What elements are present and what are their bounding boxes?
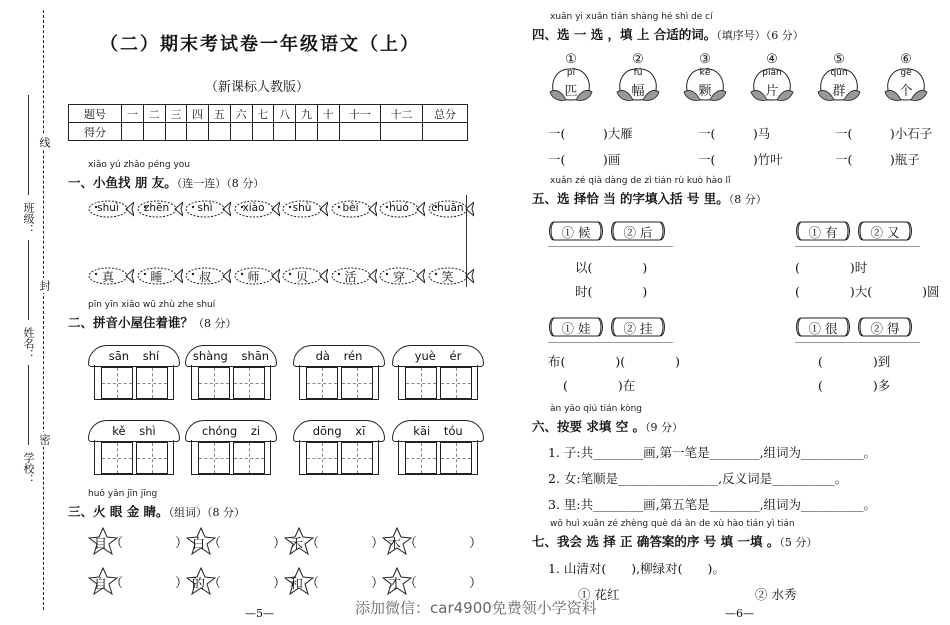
measure-word-blank[interactable]: 一( )瓶子: [835, 152, 920, 167]
fish-card[interactable]: [137, 266, 183, 286]
writing-cell[interactable]: [198, 367, 230, 399]
house-roof: [185, 345, 277, 367]
answer-paren[interactable]: （ ）: [306, 536, 385, 551]
s6-title-text: 六、按要 求填 空 。: [532, 419, 646, 434]
option-char: 幅: [631, 84, 645, 99]
fish-text: zhēn: [143, 202, 170, 214]
divider: [795, 342, 920, 343]
house-roof: [392, 345, 484, 367]
score-cell: 八: [274, 105, 296, 123]
fish-card[interactable]: [331, 199, 377, 219]
fish-card[interactable]: [234, 199, 280, 219]
house-body: [94, 365, 174, 400]
pinyin-house: [88, 345, 180, 400]
s2-pinyin: pīn yīn xiǎo wū zhù zhe shuí: [88, 300, 216, 310]
writing-cell[interactable]: [101, 442, 133, 474]
fish-text: 叔: [198, 270, 211, 284]
score-header-row: [69, 105, 468, 123]
char-choice-text: ① 娃: [561, 321, 591, 336]
s4-title: [532, 25, 804, 43]
pinyin-house: [185, 420, 277, 475]
word-option[interactable]: [749, 52, 799, 104]
option-pinyin: pǐ: [566, 68, 576, 78]
s7-option[interactable]: ② 水秀: [755, 587, 797, 602]
option-number: ②: [632, 52, 644, 67]
word-option[interactable]: [682, 52, 732, 104]
pinyin-house: [392, 345, 484, 400]
s7-question[interactable]: 1. 山清对( ),柳绿对( )。: [548, 561, 725, 576]
school-label: 学校：: [22, 452, 35, 485]
option-pinyin: fú: [633, 68, 643, 78]
s6-pinyin: àn yāo qiú tián kòng: [550, 404, 642, 414]
s7-title: [532, 532, 817, 550]
writing-cell[interactable]: [136, 367, 168, 399]
fish-card[interactable]: [331, 266, 377, 286]
score-input[interactable]: [274, 123, 296, 141]
measure-word-blank[interactable]: 一( )画: [548, 152, 621, 167]
s5-pinyin: xuǎn zé qià dàng de zì tián rù kuò hào lǐ: [550, 176, 731, 186]
word-option[interactable]: [615, 52, 665, 104]
house-body: [191, 440, 271, 475]
s6-line[interactable]: 3. 里:共________画,第五笔是________,组词为__________。: [548, 497, 877, 512]
house-roof: [293, 345, 385, 367]
answer-paren[interactable]: （ ）: [110, 536, 189, 551]
score-input[interactable]: [381, 123, 423, 141]
answer-paren[interactable]: （ ）: [404, 536, 483, 551]
page-number-right: —6—: [725, 607, 754, 620]
writing-cell[interactable]: [440, 442, 472, 474]
option-number: ⑤: [833, 52, 845, 67]
name-line: [28, 240, 29, 320]
score-table: [68, 104, 468, 141]
class-label: 班级：: [22, 202, 35, 235]
s7-title-text: 七、我会 选 择 正 确答案的序 号 填 一填 。: [532, 534, 780, 549]
char-choice-text: ② 又: [870, 225, 900, 240]
s7-points: （5 分）: [779, 536, 818, 549]
writing-cell[interactable]: [233, 442, 265, 474]
fish-text: chuān: [431, 202, 464, 214]
s6-title: [532, 417, 683, 435]
house-body: [299, 440, 379, 475]
s4-pinyin: xuǎn yi xuǎn tián shàng hé shì de cí: [550, 12, 713, 22]
s5-title: [532, 189, 767, 207]
score-input[interactable]: [230, 123, 252, 141]
score-cell: 三: [165, 105, 187, 123]
fish-card[interactable]: [88, 199, 134, 219]
fish-text: 真: [101, 270, 114, 284]
fish-text: 贝: [295, 270, 308, 284]
answer-paren[interactable]: （ ）: [306, 576, 385, 591]
house-pinyin: sān shí: [108, 349, 160, 363]
fish-card[interactable]: [282, 199, 328, 219]
pinyin-house: [293, 420, 385, 475]
score-input[interactable]: [423, 123, 468, 141]
score-cell: 九: [296, 105, 318, 123]
star-text: 白: [192, 537, 206, 552]
pinyin-house: [88, 420, 180, 475]
char-choice[interactable]: [548, 316, 604, 338]
score-input[interactable]: [209, 123, 231, 141]
page-number-left: —5—: [245, 607, 274, 620]
score-cell: 一: [122, 105, 144, 123]
s7-pinyin: wǒ huì xuǎn zé zhèng què dá àn de xù hào tián yì tián: [550, 519, 795, 529]
answer-paren[interactable]: （ ）: [110, 576, 189, 591]
score-cell: 六: [230, 105, 252, 123]
s6-line[interactable]: 1. 子:共________画,第一笔是________,组词为__________。: [548, 445, 877, 460]
house-roof: [88, 420, 180, 442]
s6-points: （9 分）: [645, 421, 684, 434]
s5-title-text: 五、选 择恰 当 的字填入括 号 里。: [532, 191, 729, 206]
char-choice[interactable]: [857, 316, 913, 338]
s4-points: （填序号）（6 分）: [716, 29, 804, 42]
fill-char-blank[interactable]: 以( ): [575, 260, 648, 275]
writing-cell[interactable]: [136, 442, 168, 474]
star-text: 自: [94, 577, 108, 592]
s3-title-text: 三、火 眼 金 睛。: [68, 504, 169, 519]
fish-card[interactable]: [379, 199, 425, 219]
score-cell: 题号: [69, 105, 122, 123]
house-pinyin: dà rén: [315, 349, 363, 363]
fish-card[interactable]: [282, 266, 328, 286]
option-char: 颗: [698, 84, 712, 99]
char-choice-text: ② 得: [870, 321, 900, 336]
char-choice-group: [548, 220, 672, 242]
house-pinyin: kě shì: [112, 424, 156, 438]
fish-card[interactable]: [428, 199, 474, 219]
house-roof: [88, 345, 180, 367]
fill-char-blank[interactable]: ( )到: [818, 354, 891, 369]
star-text: 禾: [290, 537, 304, 552]
star-text: 木: [388, 537, 402, 552]
house-body: [94, 440, 174, 475]
word-option[interactable]: [816, 52, 866, 104]
seal-line-text: 线: [38, 137, 51, 148]
house-pinyin: dōng xī: [312, 424, 366, 438]
score-input[interactable]: [165, 123, 187, 141]
char-choice[interactable]: [548, 220, 604, 242]
option-char: 个: [899, 84, 913, 99]
fill-char-blank[interactable]: ( )时: [795, 260, 868, 275]
char-choice-group: [795, 220, 919, 242]
star-text: 才: [388, 577, 402, 592]
option-number: ④: [766, 52, 778, 67]
score-cell: 五: [209, 105, 231, 123]
divider: [548, 342, 673, 343]
fish-card[interactable]: [185, 266, 231, 286]
house-roof: [392, 420, 484, 442]
cut-line: [43, 10, 44, 610]
option-number: ③: [699, 52, 711, 67]
s2-points: （8 分）: [193, 317, 237, 330]
house-body: [191, 365, 271, 400]
fish-text: 师: [247, 270, 260, 284]
fish-card[interactable]: [137, 199, 183, 219]
option-char: 匹: [564, 84, 578, 99]
s1-points: （连一连）（8 分）: [176, 177, 265, 190]
fish-card[interactable]: [88, 266, 134, 286]
writing-cell[interactable]: [405, 442, 437, 474]
s1-title: [68, 173, 264, 191]
option-pinyin: piàn: [762, 68, 782, 78]
char-choice[interactable]: [610, 316, 666, 338]
house-body: [398, 365, 478, 400]
s3-points: （组词）（8 分）: [168, 506, 246, 519]
fill-char-blank[interactable]: ( )大( )圆: [795, 284, 940, 299]
star-text: 目: [94, 537, 108, 552]
fish-text: 穿: [392, 270, 405, 284]
score-cell: 七: [252, 105, 274, 123]
writing-cell[interactable]: [233, 367, 265, 399]
fish-text: huó: [389, 202, 409, 214]
char-choice-group: [795, 316, 919, 338]
score-cell: 十二: [381, 105, 423, 123]
exam-subtitle: （新课标人教版）: [205, 80, 310, 95]
writing-cell[interactable]: [440, 367, 472, 399]
fish-text: 活: [344, 270, 357, 284]
house-roof: [293, 420, 385, 442]
option-number: ①: [565, 52, 577, 67]
word-option[interactable]: [548, 52, 598, 104]
char-choice[interactable]: [610, 220, 666, 242]
class-line: [28, 95, 29, 195]
star-text: 的: [192, 577, 206, 592]
option-pinyin: gè: [900, 68, 912, 78]
fish-text: shuì: [97, 202, 119, 214]
answer-paren[interactable]: （ ）: [208, 576, 287, 591]
s2-title-text: 二、拼音小屋住着谁？: [68, 315, 194, 330]
house-body: [299, 365, 379, 400]
fish-text: xiào: [242, 202, 265, 214]
fish-card[interactable]: [428, 266, 474, 286]
writing-cell[interactable]: [341, 442, 373, 474]
fish-text: shù: [292, 202, 312, 214]
option-pinyin: kē: [699, 68, 711, 78]
fill-char-blank[interactable]: ( )在: [563, 378, 636, 393]
score-input[interactable]: [252, 123, 274, 141]
s1-title-text: 一、小鱼找 朋 友。: [68, 175, 177, 190]
char-choice-group: [548, 316, 672, 338]
writing-cell[interactable]: [101, 367, 133, 399]
s7-option[interactable]: ① 花红: [578, 587, 620, 602]
fish-text: 笑: [441, 270, 454, 284]
s3-pinyin: huǒ yǎn jīn jīng: [88, 489, 158, 499]
char-choice-text: ① 候: [561, 225, 591, 240]
measure-word-blank[interactable]: 一( )马: [698, 126, 771, 141]
s2-title: [68, 313, 237, 331]
score-input[interactable]: [296, 123, 318, 141]
score-cell: 十: [317, 105, 339, 123]
score-input[interactable]: [339, 123, 381, 141]
measure-word-blank[interactable]: 一( )大雁: [548, 126, 633, 141]
writing-cell[interactable]: [306, 367, 338, 399]
char-choice[interactable]: [795, 316, 851, 338]
pinyin-house: [185, 345, 277, 400]
divider: [548, 246, 673, 247]
seal-seal-text: 封: [38, 280, 51, 291]
fill-char-blank[interactable]: 布( )( ): [548, 354, 681, 369]
school-line: [28, 365, 29, 445]
fish-card[interactable]: [379, 266, 425, 286]
fill-char-blank[interactable]: 时( ): [575, 284, 648, 299]
fish-text: shì: [197, 202, 213, 214]
char-choice-text: ② 后: [623, 225, 653, 240]
exam-title: （二）期末考试卷一年级语文（上）: [100, 34, 420, 55]
char-choice[interactable]: [857, 220, 913, 242]
option-number: ⑥: [900, 52, 912, 67]
seal-secret-text: 密: [38, 434, 51, 445]
star-text: 和: [290, 577, 304, 592]
watermark: 添加微信：car4900免费领小学资料: [355, 599, 597, 617]
house-pinyin: shàng shān: [192, 349, 270, 363]
s5-points: （8 分）: [728, 193, 767, 206]
house-body: [398, 440, 478, 475]
binding-margin: [0, 0, 60, 625]
score-value-row: [69, 123, 468, 141]
score-input[interactable]: [122, 123, 144, 141]
fill-char-blank[interactable]: ( )多: [818, 378, 891, 393]
score-cell: 四: [187, 105, 209, 123]
s1-pinyin: xiǎo yú zhǎo péng you: [88, 160, 190, 170]
score-cell: 得分: [69, 123, 122, 141]
measure-word-blank[interactable]: 一( )小石子: [835, 126, 933, 141]
writing-cell[interactable]: [405, 367, 437, 399]
score-input[interactable]: [187, 123, 209, 141]
fish-card[interactable]: [185, 199, 231, 219]
fish-text: 睡: [150, 270, 163, 284]
fish-card[interactable]: [234, 266, 280, 286]
char-choice-text: ① 很: [808, 321, 838, 336]
house-pinyin: yuè ér: [414, 349, 462, 363]
char-choice[interactable]: [795, 220, 851, 242]
pinyin-house: [293, 345, 385, 400]
answer-paren[interactable]: （ ）: [208, 536, 287, 551]
word-option[interactable]: [883, 52, 933, 104]
s3-title: [68, 502, 245, 520]
option-char: 群: [832, 84, 846, 99]
option-char: 片: [765, 84, 779, 99]
s6-line[interactable]: 2. 女:笔顺是________________,反义词是__________。: [548, 471, 848, 486]
score-cell: 总分: [423, 105, 468, 123]
score-input[interactable]: [143, 123, 165, 141]
char-choice-text: ② 挂: [623, 321, 653, 336]
house-roof: [185, 420, 277, 442]
s4-title-text: 四、选 一 选 ，填 上 合适的词。: [532, 27, 717, 42]
answer-paren[interactable]: （ ）: [404, 576, 483, 591]
divider: [795, 246, 920, 247]
writing-cell[interactable]: [306, 442, 338, 474]
house-pinyin: kāi tóu: [413, 424, 463, 438]
score-input[interactable]: [317, 123, 339, 141]
writing-cell[interactable]: [198, 442, 230, 474]
name-label: 姓名：: [22, 327, 35, 360]
pinyin-house: [392, 420, 484, 475]
option-pinyin: qún: [830, 68, 848, 78]
char-choice-text: ① 有: [808, 225, 838, 240]
fish-text: bèi: [342, 202, 359, 214]
writing-cell[interactable]: [341, 367, 373, 399]
score-cell: 十一: [339, 105, 381, 123]
house-pinyin: chóng zi: [201, 424, 261, 438]
measure-word-blank[interactable]: 一( )竹叶: [698, 152, 783, 167]
score-cell: 二: [143, 105, 165, 123]
